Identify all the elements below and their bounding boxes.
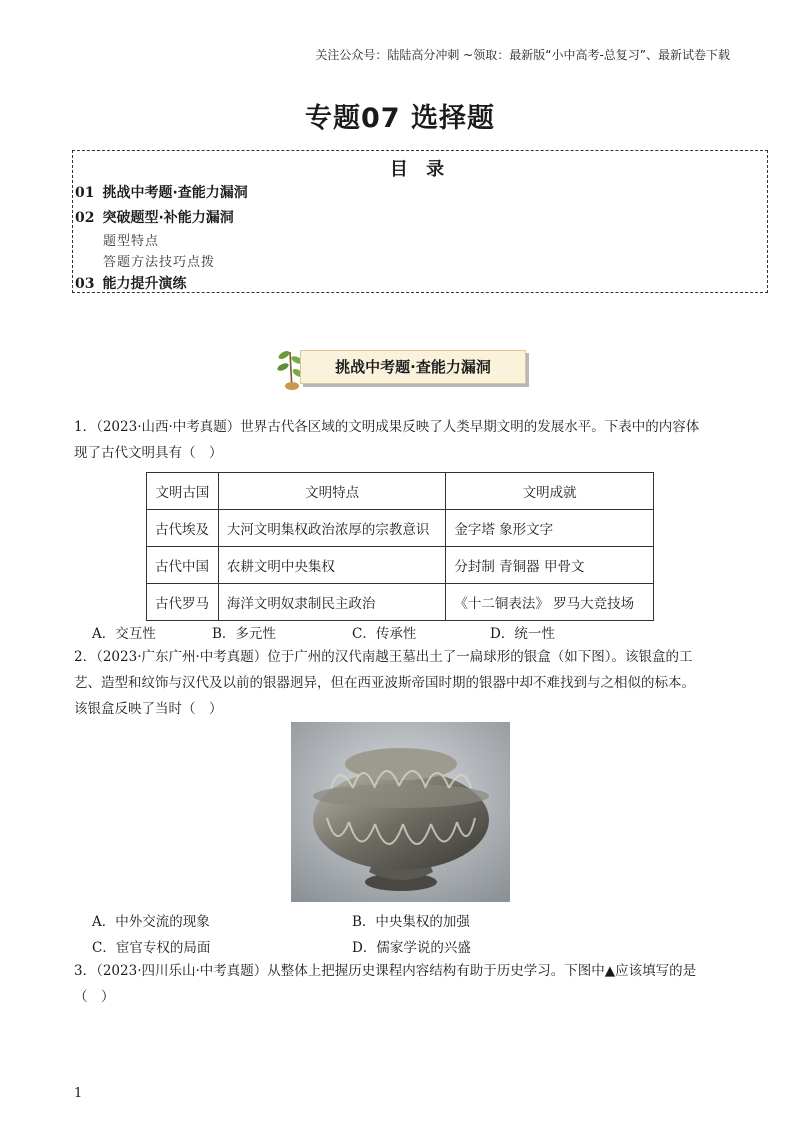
- table-of-contents: [72, 150, 768, 293]
- table-header-cell: 文明古国: [147, 473, 219, 510]
- table-cell: 分封制 青铜器 甲骨文: [446, 547, 654, 584]
- table-cell: 《十二铜表法》 罗马大竞技场: [446, 584, 654, 621]
- question-line: 3．（2023·四川乐山·中考真题）从整体上把握历史课程内容结构有助于历史学习。下图中▲应该填写的是: [74, 963, 697, 979]
- table-row: [147, 547, 654, 584]
- civilization-table: [146, 472, 654, 621]
- option-b[interactable]: B．中央集权的加强: [352, 914, 470, 930]
- table-cell: 古代罗马: [147, 584, 219, 621]
- toc-item-label: 能力提升演练: [102, 276, 187, 292]
- header-note: 关注公众号：陆陆高分冲刺 ~领取：最新版“小中高考-总复习”、最新试卷下载: [315, 48, 730, 62]
- table-row: [147, 584, 654, 621]
- question-2-text: [74, 644, 734, 722]
- table-row: [147, 510, 654, 547]
- table-cell: 古代中国: [147, 547, 219, 584]
- table-cell: 农耕文明中央集权: [218, 547, 446, 584]
- section-banner: [270, 346, 528, 392]
- page-title: 专题07 选择题: [305, 103, 495, 134]
- toc-item-01[interactable]: [75, 182, 248, 202]
- toc-item-label: 突破题型·补能力漏洞: [102, 210, 234, 226]
- toc-item-number: 02: [75, 210, 95, 226]
- question-line: 艺、造型和纹饰与汉代及以前的银器迥异，但在西亚波斯帝国时期的银器中却不难找到与之相似的标本。: [74, 675, 695, 691]
- toc-item-03[interactable]: [75, 273, 186, 293]
- table-header-row: [147, 473, 654, 510]
- question-line: 1．（2023·山西·中考真题）世界古代各区域的文明成果反映了人类早期文明的发展水平。下表中的内容体: [74, 419, 700, 435]
- banner-text: 挑战中考题·查能力漏洞: [335, 358, 491, 376]
- table-cell: 海洋文明奴隶制民主政治: [218, 584, 446, 621]
- page-number: 1: [74, 1086, 83, 1101]
- banner-box: [300, 350, 526, 384]
- toc-item-label: 挑战中考题·查能力漏洞: [102, 185, 248, 201]
- toc-subitem[interactable]: 答题方法技巧点拨: [103, 255, 216, 270]
- table-header-cell: 文明特点: [218, 473, 446, 510]
- option-d[interactable]: D．统一性: [490, 626, 555, 642]
- toc-item-number: 03: [75, 276, 95, 292]
- question-3-text: [74, 958, 734, 1010]
- option-a[interactable]: A．交互性: [92, 626, 156, 642]
- toc-heading: 目 录: [389, 159, 451, 180]
- option-d[interactable]: D．儒家学说的兴盛: [352, 940, 471, 956]
- option-c[interactable]: C．传承性: [352, 626, 417, 642]
- table-cell: 金字塔 象形文字: [446, 510, 654, 547]
- table-header-cell: 文明成就: [446, 473, 654, 510]
- question-line: 现了古代文明具有（ ）: [74, 445, 223, 461]
- table-cell: 古代埃及: [147, 510, 219, 547]
- option-b[interactable]: B．多元性: [212, 626, 276, 642]
- question-line: 2．（2023·广东广州·中考真题）位于广州的汉代南越王墓出土了一扁球形的银盒（如下图）。该银盒的工: [74, 649, 693, 665]
- option-c[interactable]: C．宦官专权的局面: [92, 940, 211, 956]
- toc-item-02[interactable]: [75, 207, 234, 227]
- silver-box-photo: [291, 722, 510, 902]
- question-1-text: [74, 414, 734, 466]
- table-cell: 大河文明集权政治浓厚的宗教意识: [218, 510, 446, 547]
- question-line: 该银盒反映了当时（ ）: [74, 701, 223, 717]
- toc-item-number: 01: [75, 185, 95, 201]
- option-a[interactable]: A．中外交流的现象: [92, 914, 210, 930]
- toc-subitem[interactable]: 题型特点: [103, 234, 160, 249]
- question-line: （ ）: [74, 989, 115, 1005]
